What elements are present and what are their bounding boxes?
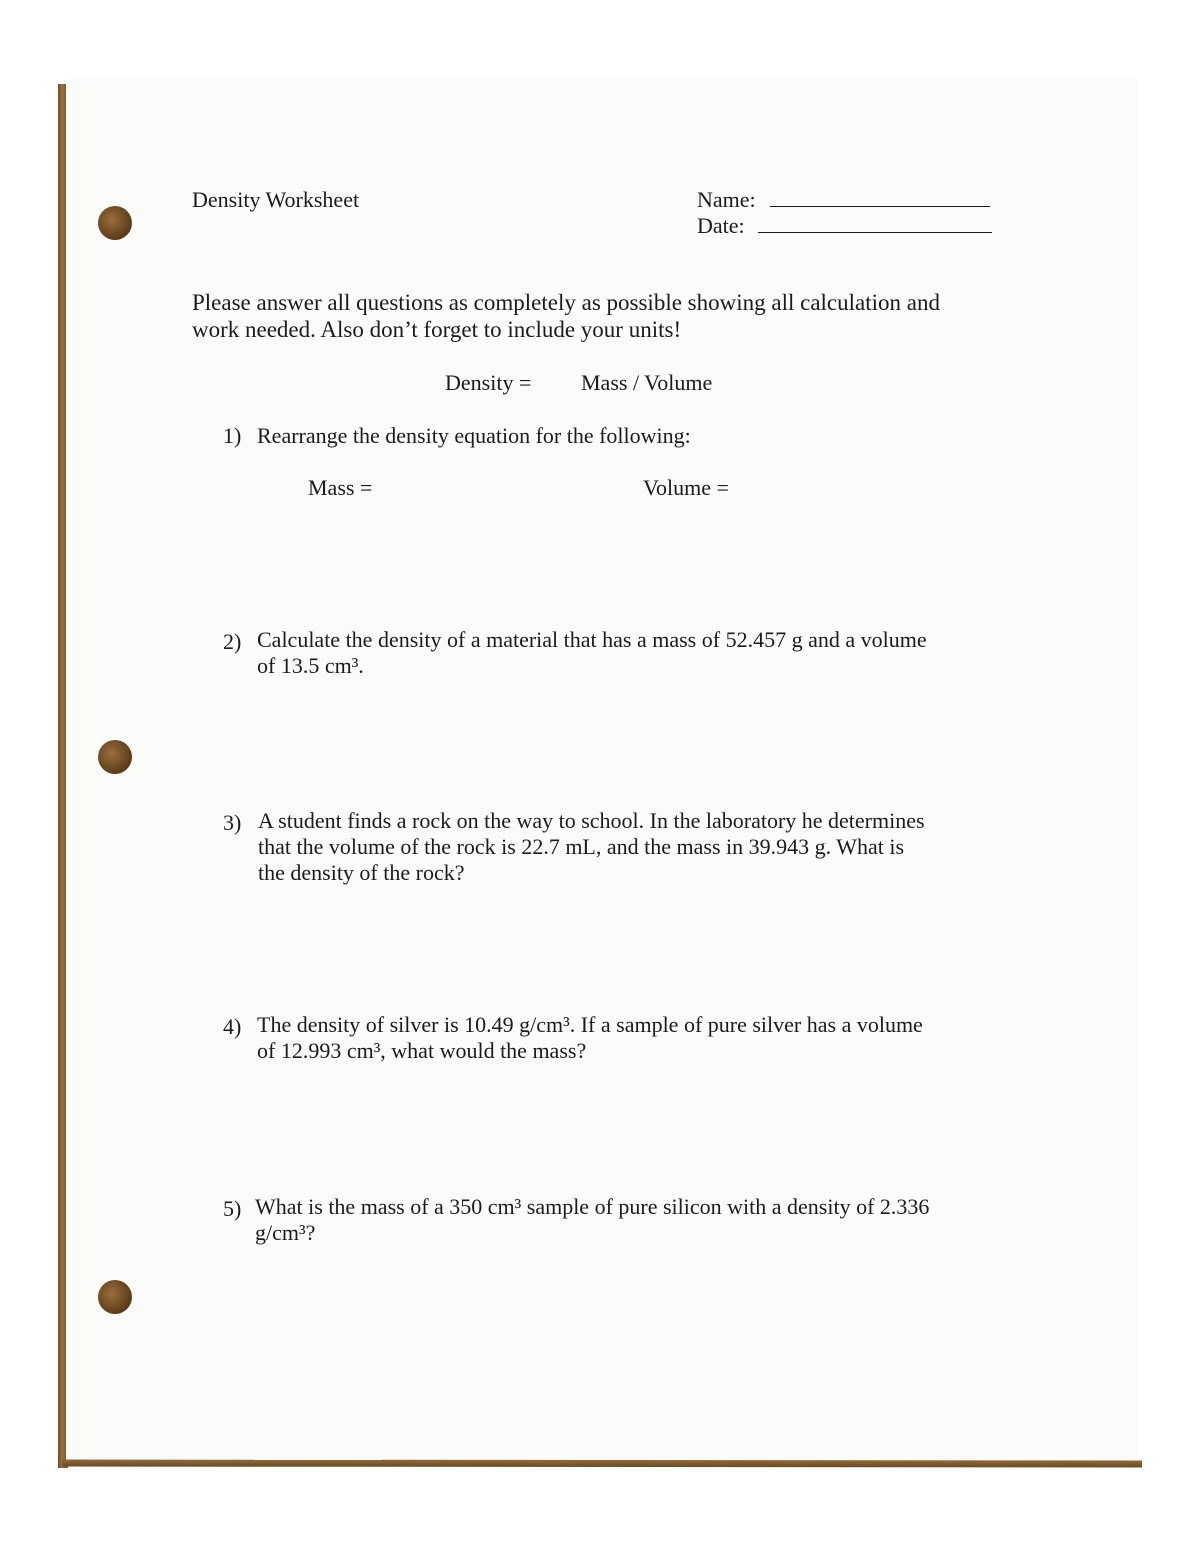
question-3-line-3: the density of the rock? [258,860,465,885]
instructions-line-1: Please answer all questions as completely as possible showing all calculation and [192,290,940,315]
date-label: Date: [697,213,745,238]
instructions [192,289,940,343]
question-1-line-1: Rearrange the density equation for the following: [257,423,691,448]
worksheet-paper [66,80,1136,1462]
question-1-text [257,423,691,449]
question-5-text [255,1194,929,1246]
question-2-line-2: of 13.5 cm³. [257,653,364,678]
density-equation-label: Density = [445,370,532,395]
question-2-text [257,627,927,679]
question-2-number: 2) [223,629,242,654]
question-3-line-2: that the volume of the rock is 22.7 mL, and the mass in 39.943 g. What is [258,834,905,859]
punch-hole-top [98,206,132,240]
instructions-line-2: work needed. Also don’t forget to include your units! [192,317,682,342]
question-1-number: 1) [223,423,242,448]
wood-surface-bottom [62,1460,1142,1468]
punch-hole-bottom [98,1280,132,1314]
question-4-line-1: The density of silver is 10.49 g/cm³. If a sample of pure silver has a volume [257,1012,923,1037]
question-4-text [257,1012,923,1064]
question-4-number: 4) [223,1014,242,1039]
name-label: Name: [697,187,756,212]
question-2-line-1: Calculate the density of a material that has a mass of 52.457 g and a volume [257,627,927,652]
question-5-line-2: g/cm³? [255,1220,316,1245]
name-blank-line [770,206,990,207]
punch-hole-middle [98,740,132,774]
mass-equation-label: Mass = [308,475,373,500]
question-5-number: 5) [223,1196,242,1221]
question-5-line-1: What is the mass of a 350 cm³ sample of pure silicon with a density of 2.336 [255,1194,930,1219]
question-3-text [258,808,925,886]
density-equation-value: Mass / Volume [581,370,713,395]
question-3-number: 3) [223,810,242,835]
date-blank-line [758,232,992,233]
volume-equation-label: Volume = [643,475,729,500]
question-3-line-1: A student finds a rock on the way to school. In the laboratory he determines [258,808,925,833]
worksheet-title: Density Worksheet [192,187,360,212]
question-4-line-2: of 12.993 cm³, what would the mass? [257,1038,587,1063]
